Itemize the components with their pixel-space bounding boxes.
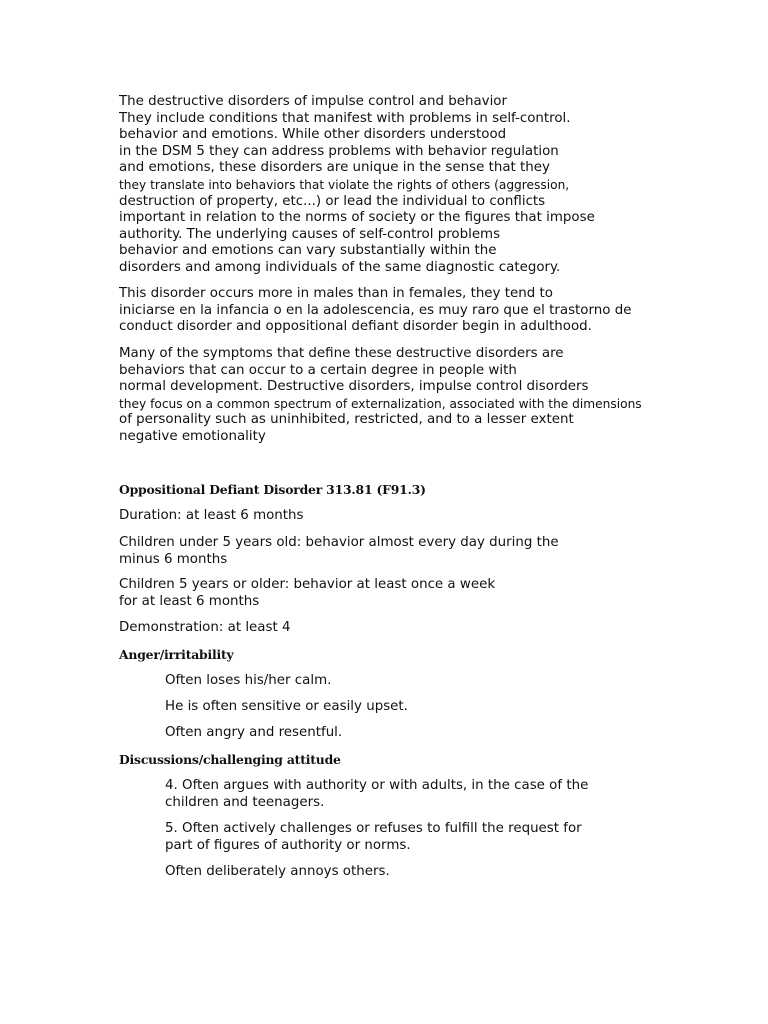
text-line: Children 5 years or older: behavior at least once a week xyxy=(119,577,496,592)
text-line: in the DSM 5 they can address problems with behavior regulation xyxy=(119,143,559,159)
text-line: authority. The underlying causes of self-control problems xyxy=(119,226,501,242)
subheading-anger: Anger/irritability xyxy=(119,647,234,662)
text-line: Often loses his/her calm. xyxy=(165,673,332,688)
subheading-discussions: Discussions/challenging attitude xyxy=(119,752,341,767)
text-line: normal development. Destructive disorders, impulse control disorders xyxy=(119,379,589,395)
text-line: behavior and emotions can vary substantially within the xyxy=(119,243,497,259)
text-line: part of figures of authority or norms. xyxy=(165,837,411,853)
text-line: Often deliberately annoys others. xyxy=(165,864,390,879)
discussion-item-6 xyxy=(165,864,390,881)
text-line: Duration: at least 6 months xyxy=(119,508,304,523)
text-line: destruction of property, etc...) or lead the individual to conflicts xyxy=(119,193,546,209)
discussion-item-4 xyxy=(165,778,588,811)
intro-paragraph-1 xyxy=(119,94,595,277)
intro-paragraph-3 xyxy=(119,346,642,446)
text-line: they translate into behaviors that violate the rights of others (aggression, xyxy=(119,177,570,192)
text-line: conduct disorder and oppositional defiant disorder begin in adulthood. xyxy=(119,319,592,335)
text-line: of personality such as uninhibited, restricted, and to a lesser extent xyxy=(119,412,574,428)
text-line: and emotions, these disorders are unique in the sense that they xyxy=(119,160,550,176)
text-line: minus 6 months xyxy=(119,551,228,567)
text-line: they focus on a common spectrum of externalization, associated with the dimensions xyxy=(119,396,642,411)
text-line: iniciarse en la infancia o en la adolescencia, es muy raro que el trastorno de xyxy=(119,302,632,318)
text-line: children and teenagers. xyxy=(165,794,325,810)
text-line: 4. Often argues with authority or with adults, in the case of the xyxy=(165,778,589,793)
text-line: behavior and emotions. While other disorders understood xyxy=(119,127,507,143)
text-line: 5. Often actively challenges or refuses to fulfill the request for xyxy=(165,821,582,836)
text-line: This disorder occurs more in males than in females, they tend to xyxy=(119,286,553,301)
text-line: important in relation to the norms of society or the figures that impose xyxy=(119,210,595,226)
text-line: He is often sensitive or easily upset. xyxy=(165,699,408,714)
text-line: Often angry and resentful. xyxy=(165,725,343,740)
text-line: Children under 5 years old: behavior almost every day during the xyxy=(119,535,559,550)
text-line: The destructive disorders of impulse control and behavior xyxy=(119,94,508,109)
over-5-text xyxy=(119,577,495,610)
under-5-text xyxy=(119,535,559,568)
text-line: for at least 6 months xyxy=(119,593,260,609)
anger-item-2 xyxy=(165,699,408,716)
section-heading-odd: Oppositional Defiant Disorder 313.81 (F91.3) xyxy=(119,482,426,497)
discussion-item-5 xyxy=(165,821,582,854)
demonstration-text xyxy=(119,620,291,637)
text-line: disorders and among individuals of the same diagnostic category. xyxy=(119,259,561,275)
anger-item-3 xyxy=(165,725,342,742)
duration-text xyxy=(119,508,304,525)
text-line: They include conditions that manifest with problems in self-control. xyxy=(119,110,571,126)
text-line: Demonstration: at least 4 xyxy=(119,620,291,635)
anger-item-1 xyxy=(165,673,331,690)
intro-paragraph-2 xyxy=(119,286,631,336)
text-line: behaviors that can occur to a certain degree in people with xyxy=(119,362,517,378)
text-line: Many of the symptoms that define these destructive disorders are xyxy=(119,346,564,361)
text-line: negative emotionality xyxy=(119,428,266,444)
